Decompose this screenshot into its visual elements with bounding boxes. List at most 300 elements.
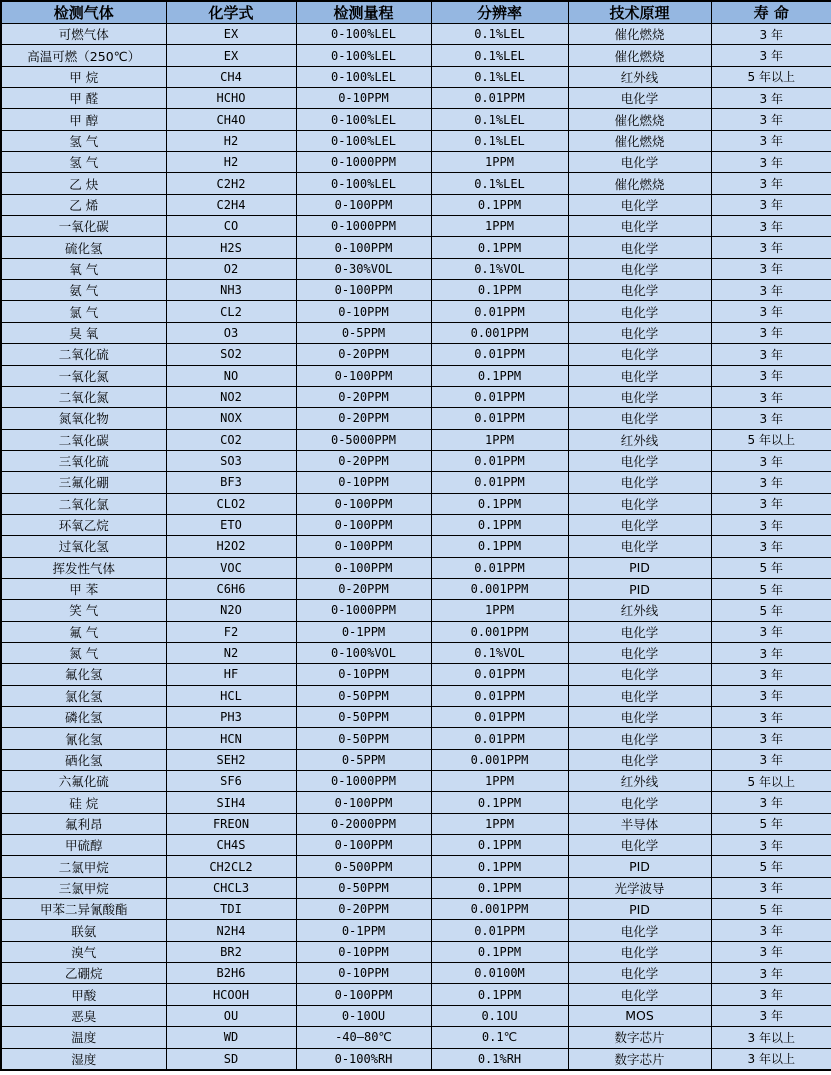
cell-resolution: 0.1%VOL (431, 258, 568, 279)
cell-resolution: 0.1%VOL (431, 642, 568, 663)
cell-gas: 环氧乙烷 (1, 514, 166, 535)
table-row (1, 472, 831, 493)
cell-formula: C2H4 (166, 194, 296, 215)
cell-principle: 电化学 (568, 386, 711, 407)
table-row (1, 771, 831, 792)
cell-resolution: 0.1PPM (431, 835, 568, 856)
cell-lifespan: 3 年 (711, 24, 831, 45)
cell-formula: BR2 (166, 941, 296, 962)
cell-principle: 数字芯片 (568, 1048, 711, 1070)
table-row (1, 66, 831, 87)
cell-formula: HCHO (166, 88, 296, 109)
cell-range: 0-10PPM (296, 472, 431, 493)
cell-gas: 臭 氧 (1, 322, 166, 343)
table-row (1, 899, 831, 920)
cell-range: -40—80℃ (296, 1027, 431, 1048)
cell-resolution: 0.1PPM (431, 493, 568, 514)
cell-gas: 笑 气 (1, 600, 166, 621)
table-row (1, 664, 831, 685)
cell-range: 0-20PPM (296, 344, 431, 365)
cell-principle: 电化学 (568, 707, 711, 728)
cell-resolution: 0.1PPM (431, 365, 568, 386)
cell-resolution: 0.1PPM (431, 514, 568, 535)
cell-lifespan: 3 年 (711, 963, 831, 984)
cell-gas: 磷化氢 (1, 707, 166, 728)
cell-range: 0-2000PPM (296, 813, 431, 834)
cell-gas: 甲 醇 (1, 109, 166, 130)
cell-resolution: 0.001PPM (431, 899, 568, 920)
table-row (1, 941, 831, 962)
cell-gas: 氯化氢 (1, 685, 166, 706)
cell-principle: 电化学 (568, 536, 711, 557)
cell-gas: 溴气 (1, 941, 166, 962)
cell-lifespan: 3 年 (711, 664, 831, 685)
cell-principle: 电化学 (568, 835, 711, 856)
table-row (1, 24, 831, 45)
table-row (1, 835, 831, 856)
cell-lifespan: 3 年 (711, 493, 831, 514)
table-row (1, 130, 831, 151)
cell-resolution: 0.01PPM (431, 728, 568, 749)
cell-formula: VOC (166, 557, 296, 578)
cell-lifespan: 5 年 (711, 578, 831, 599)
cell-lifespan: 3 年 (711, 536, 831, 557)
cell-formula: N2O (166, 600, 296, 621)
table-row (1, 707, 831, 728)
cell-resolution: 0.1%LEL (431, 109, 568, 130)
cell-principle: 电化学 (568, 408, 711, 429)
cell-resolution: 0.001PPM (431, 322, 568, 343)
cell-formula: ETO (166, 514, 296, 535)
cell-range: 0-100PPM (296, 514, 431, 535)
cell-resolution: 1PPM (431, 429, 568, 450)
cell-lifespan: 3 年 (711, 152, 831, 173)
cell-resolution: 0.1PPM (431, 984, 568, 1005)
table-row (1, 194, 831, 215)
table-header (1, 1, 831, 24)
cell-gas: 二氧化氯 (1, 493, 166, 514)
cell-principle: 催化燃烧 (568, 45, 711, 66)
cell-range: 0-10PPM (296, 664, 431, 685)
table-row (1, 621, 831, 642)
cell-gas: 甲苯二异氰酸酯 (1, 899, 166, 920)
cell-principle: 电化学 (568, 621, 711, 642)
cell-principle: 电化学 (568, 472, 711, 493)
cell-lifespan: 5 年 (711, 813, 831, 834)
table-row (1, 1048, 831, 1070)
cell-principle: 电化学 (568, 941, 711, 962)
cell-resolution: 0.1OU (431, 1005, 568, 1026)
cell-resolution: 0.01PPM (431, 920, 568, 941)
cell-resolution: 0.1%RH (431, 1048, 568, 1070)
cell-gas: 甲 醛 (1, 88, 166, 109)
cell-resolution: 0.001PPM (431, 578, 568, 599)
cell-gas: 三氧化硫 (1, 450, 166, 471)
cell-lifespan: 3 年 (711, 386, 831, 407)
cell-principle: 电化学 (568, 685, 711, 706)
cell-principle: 电化学 (568, 792, 711, 813)
cell-principle: PID (568, 557, 711, 578)
cell-lifespan: 3 年 (711, 280, 831, 301)
cell-formula: NOX (166, 408, 296, 429)
cell-gas: 二氧化碳 (1, 429, 166, 450)
cell-range: 0-20PPM (296, 408, 431, 429)
cell-resolution: 1PPM (431, 813, 568, 834)
cell-range: 0-20PPM (296, 386, 431, 407)
cell-gas: 挥发性气体 (1, 557, 166, 578)
table-row (1, 493, 831, 514)
cell-lifespan: 3 年 (711, 408, 831, 429)
cell-formula: CH4 (166, 66, 296, 87)
cell-gas: 氢 气 (1, 152, 166, 173)
cell-lifespan: 3 年 (711, 194, 831, 215)
cell-resolution: 0.1%LEL (431, 173, 568, 194)
cell-principle: 电化学 (568, 963, 711, 984)
cell-lifespan: 3 年 (711, 920, 831, 941)
cell-formula: PH3 (166, 707, 296, 728)
cell-range: 0-100%LEL (296, 109, 431, 130)
cell-gas: 一氧化碳 (1, 216, 166, 237)
cell-gas: 二氯甲烷 (1, 856, 166, 877)
cell-resolution: 0.1%LEL (431, 45, 568, 66)
cell-resolution: 0.1℃ (431, 1027, 568, 1048)
cell-lifespan: 3 年 (711, 450, 831, 471)
cell-range: 0-100%LEL (296, 66, 431, 87)
cell-lifespan: 3 年 (711, 258, 831, 279)
cell-range: 0-1PPM (296, 621, 431, 642)
cell-resolution: 0.01PPM (431, 88, 568, 109)
cell-principle: 电化学 (568, 258, 711, 279)
cell-principle: 电化学 (568, 664, 711, 685)
cell-principle: 电化学 (568, 280, 711, 301)
table-row (1, 152, 831, 173)
cell-range: 0-100PPM (296, 365, 431, 386)
cell-resolution: 0.1%LEL (431, 130, 568, 151)
cell-principle: 红外线 (568, 771, 711, 792)
table-row (1, 344, 831, 365)
table-row (1, 920, 831, 941)
cell-lifespan: 3 年 (711, 792, 831, 813)
cell-gas: 二氧化氮 (1, 386, 166, 407)
cell-formula: N2 (166, 642, 296, 663)
cell-gas: 氮 气 (1, 642, 166, 663)
cell-formula: SO3 (166, 450, 296, 471)
cell-principle: 电化学 (568, 920, 711, 941)
cell-gas: 甲 苯 (1, 578, 166, 599)
cell-principle: 电化学 (568, 365, 711, 386)
cell-lifespan: 5 年以上 (711, 429, 831, 450)
cell-resolution: 0.1PPM (431, 877, 568, 898)
cell-resolution: 0.1%LEL (431, 66, 568, 87)
table-row (1, 856, 831, 877)
table-row (1, 728, 831, 749)
cell-gas: 氟 气 (1, 621, 166, 642)
cell-formula: HCOOH (166, 984, 296, 1005)
cell-resolution: 0.01PPM (431, 450, 568, 471)
cell-resolution: 0.0100M (431, 963, 568, 984)
cell-range: 0-100PPM (296, 792, 431, 813)
cell-formula: NO (166, 365, 296, 386)
cell-lifespan: 3 年 (711, 941, 831, 962)
cell-principle: 催化燃烧 (568, 24, 711, 45)
cell-range: 0-100PPM (296, 493, 431, 514)
table-row (1, 365, 831, 386)
cell-range: 0-100PPM (296, 237, 431, 258)
cell-lifespan: 3 年 (711, 130, 831, 151)
cell-range: 0-100PPM (296, 557, 431, 578)
cell-range: 0-5PPM (296, 749, 431, 770)
cell-resolution: 0.1PPM (431, 856, 568, 877)
cell-gas: 六氟化硫 (1, 771, 166, 792)
cell-formula: OU (166, 1005, 296, 1026)
table-row (1, 685, 831, 706)
cell-principle: 催化燃烧 (568, 173, 711, 194)
cell-principle: PID (568, 856, 711, 877)
cell-lifespan: 3 年 (711, 642, 831, 663)
cell-formula: EX (166, 45, 296, 66)
cell-gas: 三氟化硼 (1, 472, 166, 493)
cell-range: 0-10PPM (296, 301, 431, 322)
cell-resolution: 0.01PPM (431, 301, 568, 322)
cell-principle: 电化学 (568, 450, 711, 471)
cell-resolution: 0.01PPM (431, 472, 568, 493)
cell-lifespan: 3 年 (711, 344, 831, 365)
cell-gas: 乙 炔 (1, 173, 166, 194)
cell-gas: 可燃气体 (1, 24, 166, 45)
cell-principle: 电化学 (568, 237, 711, 258)
cell-resolution: 1PPM (431, 600, 568, 621)
cell-range: 0-50PPM (296, 707, 431, 728)
cell-resolution: 0.001PPM (431, 749, 568, 770)
cell-gas: 一氧化氮 (1, 365, 166, 386)
cell-formula: CLO2 (166, 493, 296, 514)
cell-lifespan: 3 年 (711, 365, 831, 386)
table-row (1, 963, 831, 984)
table-row (1, 88, 831, 109)
cell-gas: 氧 气 (1, 258, 166, 279)
table-row (1, 514, 831, 535)
cell-lifespan: 3 年 (711, 877, 831, 898)
cell-principle: 电化学 (568, 749, 711, 770)
cell-gas: 过氧化氢 (1, 536, 166, 557)
cell-formula: SD (166, 1048, 296, 1070)
cell-principle: 电化学 (568, 301, 711, 322)
cell-gas: 乙 烯 (1, 194, 166, 215)
cell-lifespan: 5 年以上 (711, 771, 831, 792)
cell-resolution: 0.01PPM (431, 557, 568, 578)
cell-gas: 硒化氢 (1, 749, 166, 770)
cell-principle: 催化燃烧 (568, 130, 711, 151)
cell-principle: 电化学 (568, 88, 711, 109)
cell-lifespan: 3 年 (711, 88, 831, 109)
cell-range: 0-10PPM (296, 941, 431, 962)
cell-resolution: 0.01PPM (431, 408, 568, 429)
cell-principle: PID (568, 899, 711, 920)
cell-principle: 电化学 (568, 322, 711, 343)
cell-formula: O3 (166, 322, 296, 343)
cell-resolution: 0.1PPM (431, 280, 568, 301)
column-header-resolution: 分辨率 (431, 1, 568, 24)
cell-lifespan: 5 年 (711, 899, 831, 920)
cell-formula: C2H2 (166, 173, 296, 194)
table-row (1, 749, 831, 770)
cell-gas: 二氧化硫 (1, 344, 166, 365)
cell-range: 0-1PPM (296, 920, 431, 941)
cell-formula: WD (166, 1027, 296, 1048)
cell-range: 0-1000PPM (296, 771, 431, 792)
cell-range: 0-100PPM (296, 280, 431, 301)
cell-range: 0-100PPM (296, 835, 431, 856)
cell-lifespan: 3 年 (711, 514, 831, 535)
cell-lifespan: 3 年以上 (711, 1048, 831, 1070)
table-row (1, 301, 831, 322)
cell-formula: CO2 (166, 429, 296, 450)
cell-gas: 甲 烷 (1, 66, 166, 87)
cell-formula: SEH2 (166, 749, 296, 770)
cell-range: 0-10PPM (296, 88, 431, 109)
cell-gas: 恶臭 (1, 1005, 166, 1026)
table-row (1, 1027, 831, 1048)
cell-range: 0-100%VOL (296, 642, 431, 663)
cell-principle: PID (568, 578, 711, 599)
cell-gas: 氟利昂 (1, 813, 166, 834)
cell-range: 0-10PPM (296, 963, 431, 984)
cell-range: 0-10OU (296, 1005, 431, 1026)
cell-lifespan: 3 年 (711, 1005, 831, 1026)
cell-lifespan: 3 年 (711, 728, 831, 749)
table-row (1, 280, 831, 301)
cell-gas: 湿度 (1, 1048, 166, 1070)
cell-formula: B2H6 (166, 963, 296, 984)
cell-resolution: 1PPM (431, 771, 568, 792)
cell-formula: O2 (166, 258, 296, 279)
cell-lifespan: 3 年 (711, 237, 831, 258)
cell-principle: 数字芯片 (568, 1027, 711, 1048)
cell-principle: 电化学 (568, 728, 711, 749)
cell-range: 0-100PPM (296, 194, 431, 215)
cell-range: 0-100%LEL (296, 24, 431, 45)
cell-lifespan: 3 年以上 (711, 1027, 831, 1048)
table-row (1, 450, 831, 471)
cell-principle: 电化学 (568, 514, 711, 535)
cell-principle: 电化学 (568, 984, 711, 1005)
cell-resolution: 0.1PPM (431, 237, 568, 258)
cell-resolution: 0.01PPM (431, 386, 568, 407)
table-row (1, 536, 831, 557)
cell-range: 0-1000PPM (296, 600, 431, 621)
cell-range: 0-50PPM (296, 877, 431, 898)
cell-lifespan: 5 年 (711, 856, 831, 877)
table-row (1, 45, 831, 66)
cell-lifespan: 3 年 (711, 984, 831, 1005)
table-row (1, 600, 831, 621)
cell-principle: 电化学 (568, 216, 711, 237)
cell-resolution: 0.1PPM (431, 941, 568, 962)
cell-lifespan: 3 年 (711, 216, 831, 237)
cell-formula: HCL (166, 685, 296, 706)
cell-resolution: 0.01PPM (431, 344, 568, 365)
cell-gas: 硅 烷 (1, 792, 166, 813)
cell-range: 0-20PPM (296, 450, 431, 471)
cell-formula: F2 (166, 621, 296, 642)
cell-gas: 氟化氢 (1, 664, 166, 685)
cell-formula: EX (166, 24, 296, 45)
table-row (1, 173, 831, 194)
cell-formula: CHCL3 (166, 877, 296, 898)
column-header-lifespan: 寿 命 (711, 1, 831, 24)
cell-gas: 氢 气 (1, 130, 166, 151)
cell-lifespan: 3 年 (711, 322, 831, 343)
cell-principle: 红外线 (568, 66, 711, 87)
cell-formula: HF (166, 664, 296, 685)
cell-range: 0-50PPM (296, 685, 431, 706)
cell-range: 0-1000PPM (296, 216, 431, 237)
cell-formula: H2 (166, 130, 296, 151)
cell-lifespan: 3 年 (711, 749, 831, 770)
cell-resolution: 0.01PPM (431, 664, 568, 685)
cell-lifespan: 3 年 (711, 685, 831, 706)
cell-principle: 电化学 (568, 344, 711, 365)
cell-range: 0-5000PPM (296, 429, 431, 450)
cell-range: 0-20PPM (296, 578, 431, 599)
cell-lifespan: 3 年 (711, 173, 831, 194)
cell-resolution: 0.1PPM (431, 194, 568, 215)
header-row (1, 1, 831, 24)
cell-formula: SIH4 (166, 792, 296, 813)
cell-formula: H2O2 (166, 536, 296, 557)
cell-principle: MOS (568, 1005, 711, 1026)
cell-range: 0-100%LEL (296, 130, 431, 151)
cell-gas: 高温可燃（250℃） (1, 45, 166, 66)
cell-lifespan: 3 年 (711, 109, 831, 130)
cell-formula: H2 (166, 152, 296, 173)
cell-formula: TDI (166, 899, 296, 920)
cell-lifespan: 3 年 (711, 835, 831, 856)
cell-range: 0-100%LEL (296, 45, 431, 66)
column-header-gas: 检测气体 (1, 1, 166, 24)
cell-formula: NO2 (166, 386, 296, 407)
table-row (1, 984, 831, 1005)
table-row (1, 258, 831, 279)
cell-gas: 联氨 (1, 920, 166, 941)
cell-range: 0-20PPM (296, 899, 431, 920)
cell-resolution: 1PPM (431, 152, 568, 173)
table-row (1, 322, 831, 343)
table-row (1, 216, 831, 237)
cell-principle: 电化学 (568, 642, 711, 663)
cell-lifespan: 5 年 (711, 600, 831, 621)
cell-formula: C6H6 (166, 578, 296, 599)
cell-gas: 氨 气 (1, 280, 166, 301)
cell-principle: 电化学 (568, 152, 711, 173)
cell-formula: NH3 (166, 280, 296, 301)
cell-formula: CO (166, 216, 296, 237)
table-body (1, 24, 831, 1071)
cell-formula: HCN (166, 728, 296, 749)
table-row (1, 109, 831, 130)
column-header-formula: 化学式 (166, 1, 296, 24)
cell-resolution: 0.1%LEL (431, 24, 568, 45)
table-row (1, 642, 831, 663)
cell-gas: 甲硫醇 (1, 835, 166, 856)
cell-range: 0-100PPM (296, 536, 431, 557)
cell-gas: 甲酸 (1, 984, 166, 1005)
cell-lifespan: 3 年 (711, 472, 831, 493)
cell-range: 0-100%LEL (296, 173, 431, 194)
cell-formula: CH4O (166, 109, 296, 130)
cell-formula: CL2 (166, 301, 296, 322)
table-row (1, 578, 831, 599)
